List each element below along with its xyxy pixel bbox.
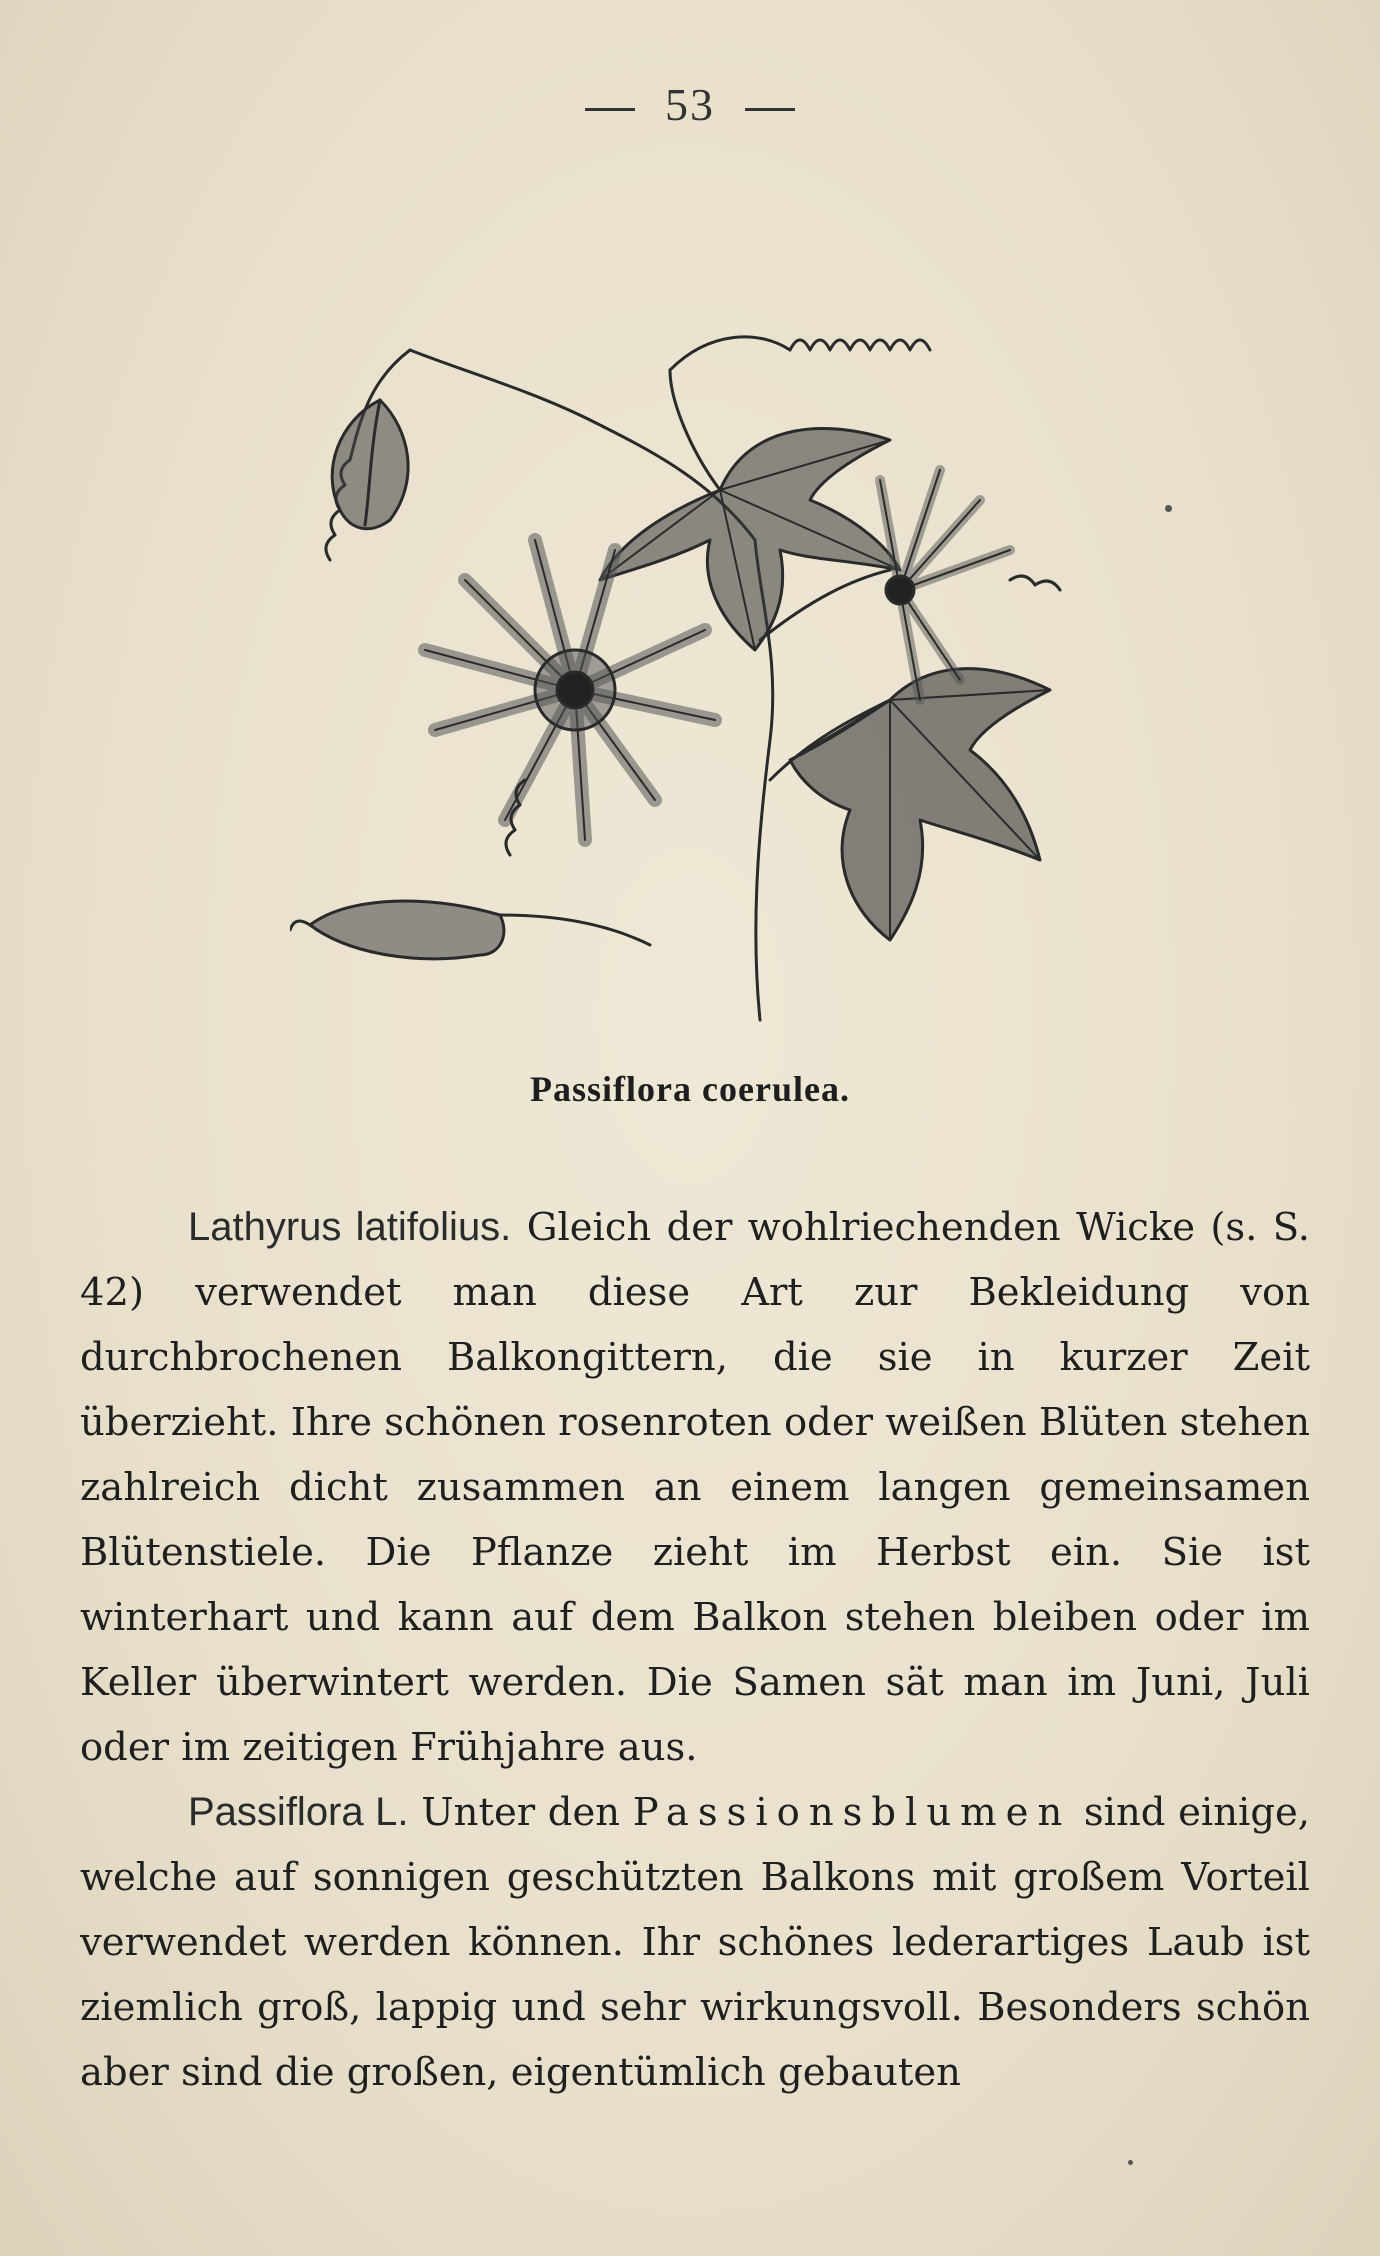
paragraph-text: Unter den [408,1790,633,1835]
upper-bud [332,400,408,529]
header-dash-right [745,108,795,111]
page-header [0,78,1380,131]
header-dash-left [585,108,635,111]
paper-speck [1165,505,1172,512]
lower-bud [290,901,650,959]
paragraph-lead: Lathyrus latifolius. [188,1205,512,1249]
figure-caption: Passiflora coerulea. [530,1069,850,1109]
main-flower [425,540,715,855]
paragraph-passiflora [80,1780,1310,2105]
passiflora-illustration [290,220,1090,1040]
paragraph-text: sind einige, welche auf sonnigen geschützten Balkons mit großem Vorteil verwendet werden können. Ihr schönes lederartiges Laub ist ziemlich groß, lappig und sehr wirkungsvoll. Besonders schön aber sind die großen, eigentümlich gebauten [80,1790,1310,2095]
lower-leaf [790,669,1050,940]
paragraph-lead: Passiflora L. [188,1790,409,1834]
spaced-emphasis: Passionsblumen [632,1790,1072,1835]
page-number: 53 [665,79,715,130]
paragraph-text: Gleich der wohlriechenden Wicke (s. S. 42) verwendet man diese Art zur Bekleidung von durchbrochenen Balkongittern, die sie in kurzer Zeit überzieht. Ihre schönen rosenroten oder weißen Blüten stehen zahlreich dicht zusammen an einem langen gemeinsamen Blütenstiele. Die Pflanze zieht im Herbst ein. Sie ist winterhart und kann auf dem Balkon stehen bleiben oder im Keller überwintert werden. Die Samen sät man im Juni, Juli oder im zeitigen Frühjahre aus. [80,1205,1311,1770]
right-flower [880,470,1060,700]
upper-leaf [600,428,900,650]
paragraph-lathyrus [80,1195,1310,1780]
paper-speck [1128,2160,1133,2165]
body-text [80,1195,1310,2105]
